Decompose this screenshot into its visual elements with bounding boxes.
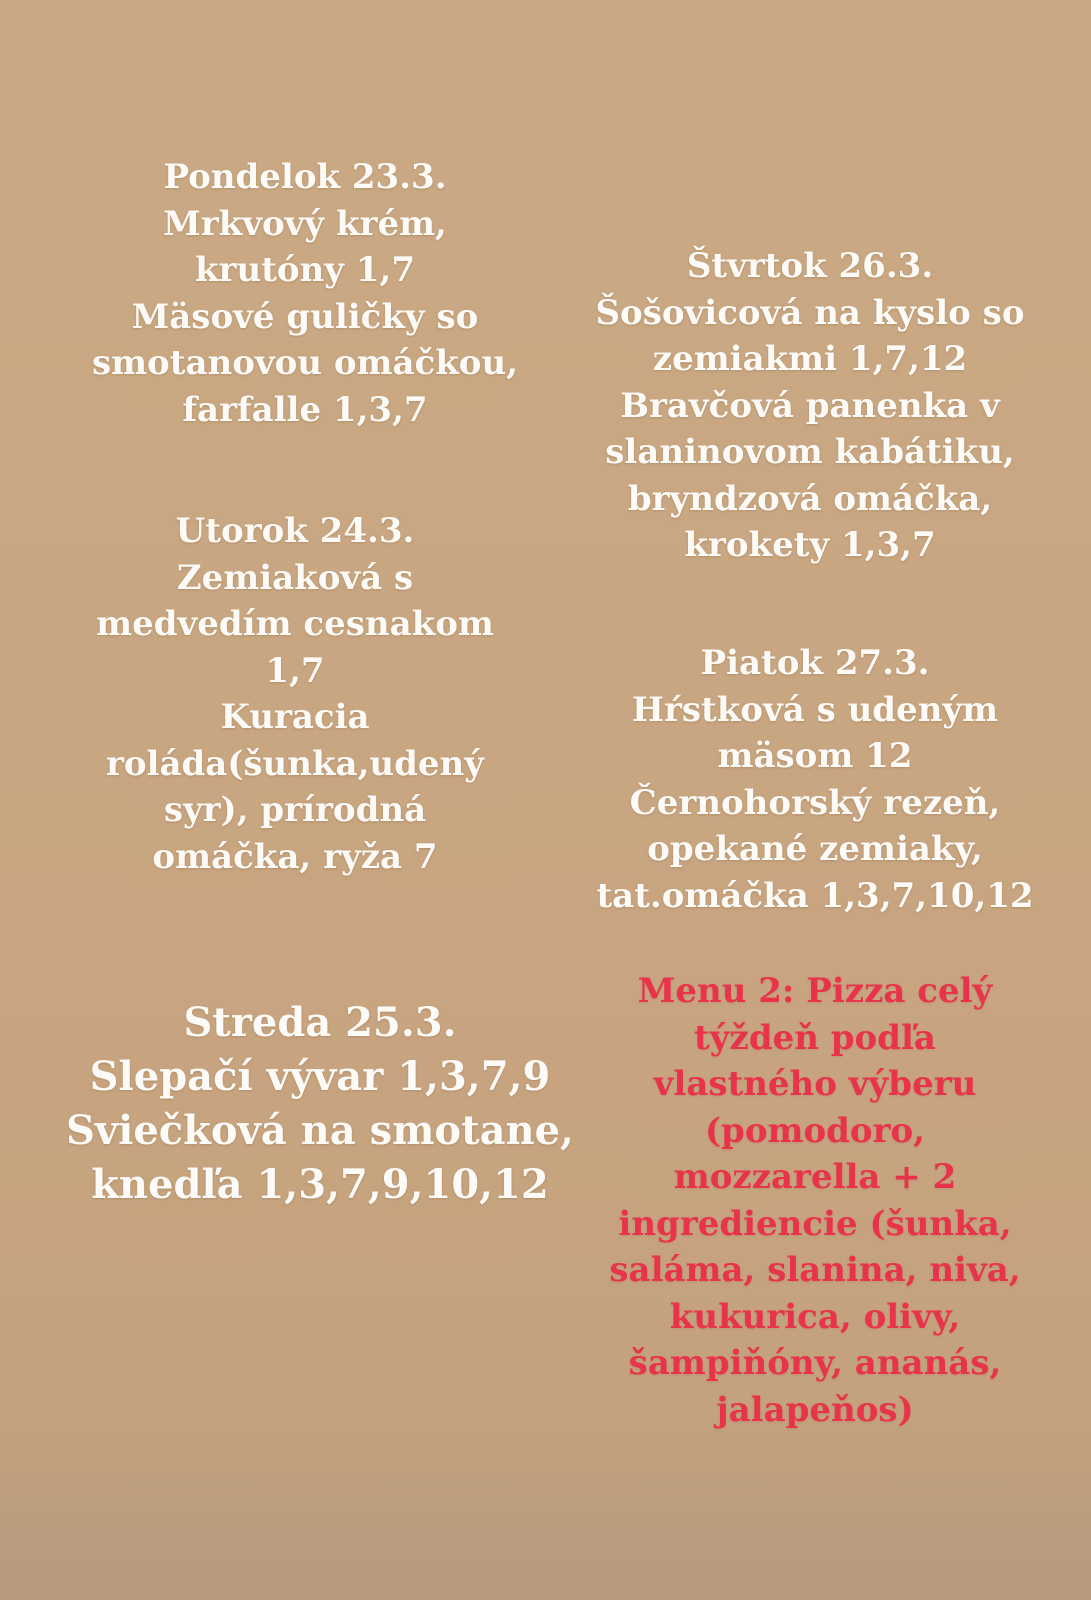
menu2-line: mozzarella + 2: [673, 1157, 957, 1197]
monday-day-heading: Pondelok 23.3.: [163, 157, 447, 197]
menu2-pizza-offer: [570, 968, 1060, 1433]
thursday-main-line: Bravčová panenka v: [620, 385, 1000, 426]
friday-main-line: Černohorský rezeň,: [629, 782, 1001, 823]
monday-menu: [40, 154, 570, 433]
menu2-line: vlastného výberu: [653, 1064, 977, 1104]
friday-main-line: tat.omáčka 1,3,7,10,12: [596, 875, 1034, 916]
monday-soup-line: Mrkvový krém,: [163, 203, 447, 244]
menu2-line: kukurica, olivy,: [669, 1296, 961, 1337]
menu2-line: jalapeňos): [716, 1389, 914, 1430]
friday-soup-line: Hŕstková s udeným: [631, 689, 999, 730]
tuesday-menu: [40, 508, 550, 880]
monday-soup-line: krutóny 1,7: [194, 250, 416, 290]
monday-main-line: Mäsové guličky so: [131, 296, 479, 337]
wednesday-soup-line: Slepačí vývar 1,3,7,9: [89, 1053, 551, 1100]
wednesday-main-line: knedľa 1,3,7,9,10,12: [91, 1161, 549, 1208]
thursday-day-heading: Štvrtok 26.3.: [686, 246, 934, 286]
tuesday-day-heading: Utorok 24.3.: [175, 511, 415, 551]
tuesday-main-line: syr), prírodná: [163, 790, 427, 830]
menu2-line: (pomodoro,: [704, 1110, 926, 1151]
monday-main-line: smotanovou omáčkou,: [91, 343, 519, 383]
wednesday-main-line: Sviečková na smotane,: [66, 1107, 574, 1154]
tuesday-main-line: roláda(šunka,udený: [105, 743, 485, 784]
menu2-line: saláma, slanina, niva,: [609, 1250, 1021, 1290]
thursday-menu: [560, 243, 1060, 569]
tuesday-main-line: Kuracia: [220, 697, 370, 737]
thursday-main-line: krokety 1,3,7: [684, 525, 936, 565]
menu2-line: ingrediencie (šunka,: [618, 1203, 1012, 1244]
friday-main-line: opekané zemiaky,: [647, 829, 983, 869]
wednesday-menu: [40, 996, 600, 1212]
menu2-line: týždeň podľa: [694, 1017, 936, 1058]
tuesday-main-line: omáčka, ryža 7: [152, 836, 438, 877]
thursday-soup-line: zemiakmi 1,7,12: [652, 339, 968, 379]
wednesday-day-heading: Streda 25.3.: [183, 999, 457, 1046]
menu2-heading: Menu 2: Pizza celý: [637, 971, 993, 1011]
friday-day-heading: Piatok 27.3.: [700, 643, 930, 683]
menu2-line: šampiňóny, ananás,: [628, 1343, 1002, 1383]
friday-soup-line: mäsom 12: [717, 736, 913, 776]
tuesday-soup-line: 1,7: [265, 650, 325, 691]
tuesday-soup-line: medvedím cesnakom: [96, 604, 494, 644]
tuesday-soup-line: Zemiaková s: [176, 557, 414, 598]
thursday-main-line: bryndzová omáčka,: [627, 478, 993, 519]
thursday-main-line: slaninovom kabátiku,: [605, 432, 1015, 472]
friday-menu: [570, 640, 1060, 919]
monday-main-line: farfalle 1,3,7: [182, 389, 428, 430]
thursday-soup-line: Šošovicová na kyslo so: [595, 292, 1025, 333]
